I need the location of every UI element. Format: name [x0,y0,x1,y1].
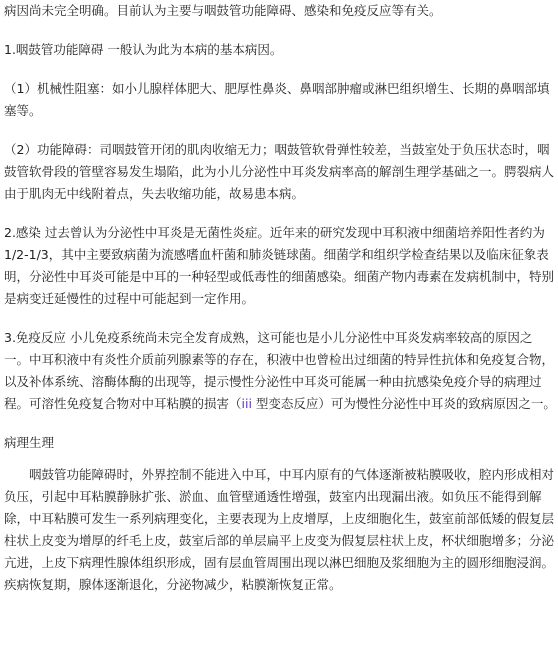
immune-text-after: 型变态反应）可为慢性分泌性中耳炎的致病原因之一。 [251,396,556,411]
pathophysiology-heading: 病理生理 [4,435,55,450]
immune-text-before: 3.免疫反应 小儿免疫系统尚未完全发育成熟，这可能也是小儿分泌性中耳炎发病率较高的原因之一。中耳积液中有炎性介质前列腺素等的存在，积液中也曾检出过细菌的特异性抗体和免疫复合物，以及补体系统、溶酶体酶的出现等，提示慢性分泌性中耳炎可能属一种由抗感染免疫介导的病理过程。可溶性免疫复合物对中耳粘膜的损害（ [4,330,555,411]
section-eustachian-title: 1.咽鼓管功能障碍 一般认为此为本病的基本病因。 [4,42,283,57]
section-eustachian-item-mechanical: （1）机械性阻塞：如小儿腺样体肥大、肥厚性鼻炎、鼻咽部肿瘤或淋巴组织增生、长期的鼻咽部填塞等。 [4,81,550,118]
immune-type-roman-numeral: iii [241,396,252,411]
article-body [4,0,556,596]
section-eustachian-item-functional: （2）功能障碍：司咽鼓管开闭的肌肉收缩无力；咽鼓管软骨弹性较差，当鼓室处于负压状态时，咽鼓管软骨段的管壁容易发生塌陷，此为小儿分泌性中耳炎发病率高的解剖生理学基础之一。腭裂病人由于肌肉无中线附着点，失去收缩功能，故易患本病。 [4,142,555,201]
section-infection-paragraph: 2.感染 过去曾认为分泌性中耳炎是无菌性炎症。近年来的研究发现中耳积液中细菌培养阳性者约为 1/2-1/3，其中主要致病菌为流感嗜血杆菌和肺炎链球菌。细菌学和组织学检查结果以及临床征象表明，分泌性中耳炎可能是中耳的一种轻型或低毒性的细菌感染。细菌产物内毒素在发病机制中，特别是病变迁延慢性的过程中可能起到一定作用。 [4,225,555,306]
section-immune-paragraph [4,327,556,415]
pathophysiology-paragraph: 咽鼓管功能障碍时，外界控制不能进入中耳，中耳内原有的气体逐渐被粘膜吸收，腔内形成相对负压，引起中耳粘膜静脉扩张、淤血、血管壁通透性增强，鼓室内出现漏出液。如负压不能得到解除，中耳粘膜可发生一系列病理变化，主要表现为上皮增厚，上皮细胞化生，鼓室前部低矮的假复层柱状上皮变为增厚的纤毛上皮，鼓室后部的单层扁平上皮变为假复层柱状上皮，杯状细胞增多；分泌亢进，上皮下病理性腺体组织形成，固有层血管周围出现以淋巴细胞及浆细胞为主的圆形细胞浸润。疾病恢复期，腺体逐渐退化，分泌物减少，粘膜渐恢复正常。 [4,467,555,592]
intro-paragraph: 病因尚未完全明确。目前认为主要与咽鼓管功能障碍、感染和免疫反应等有关。 [4,3,442,18]
